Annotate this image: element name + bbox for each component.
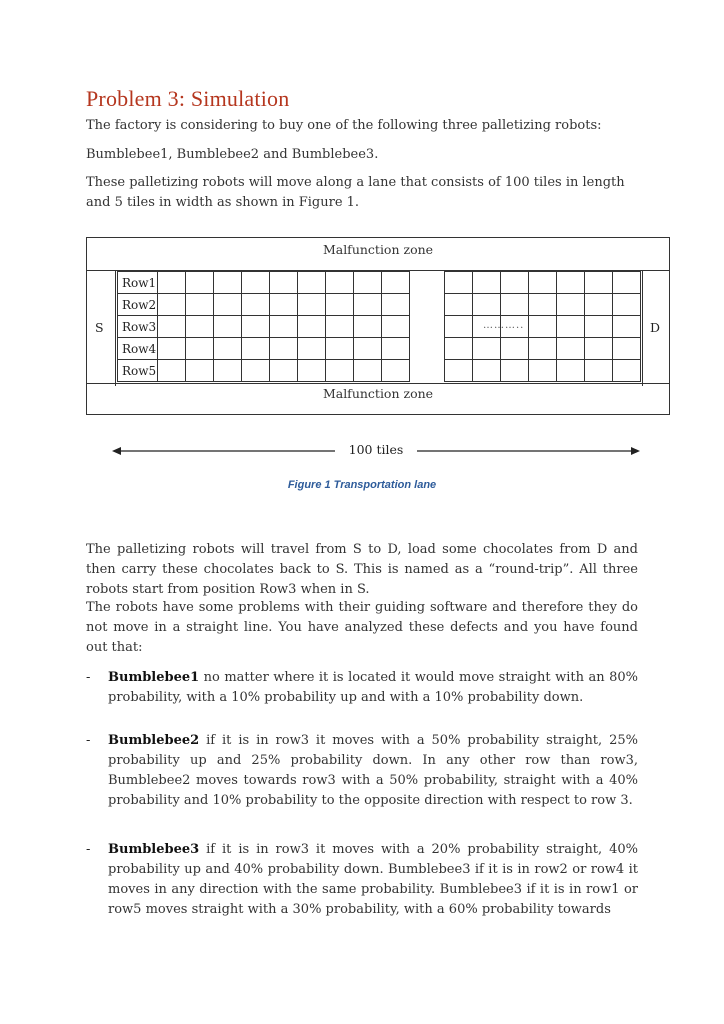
problem-title: Problem 3: Simulation [86,86,290,111]
end-divider [642,270,643,386]
lane-grid-right [444,271,641,382]
malfunction-zone-bottom: Malfunction zone [87,383,669,414]
bullet-text: no matter where it is located it would move straight with an 80% probability, with a 10% probability up and with a 10% probability down. [108,670,638,705]
lane-grid-left [117,271,410,382]
lane-ellipsis: ……….. [483,320,525,331]
document-page: Problem 3: Simulation The factory is considering to buy one of the following three palletizing robots: Bumblebee1, Bumblebee2 and Bumblebee3. These palletizing robots will move along a lane that consists of 100 tiles in length and 5 tiles in width as shown in Figure 1. Malfunction zone Malfunction zone S D Row1 Row2 Row3 Row4 Row5 ……….. 100 tiles Figure 1 Transportation lane The palletizing robots will travel from S to D, load some chocolates from D and then carry these chocolates back to S. This is named as a “round-trip”. All three robots start from position Row3 when in S. The robots have some problems with their guiding software and therefore they do not move in a straight line. You have analyzed these defects and you have found out that: - Bumblebee1 no matter where it is located it would move straight with an 80% probability, with a 10% probability up and with a 10% probability down. - Bumblebee2 if it is in row3 it moves with a 50% probability straight, 25% probability up and 25% probability down. In any other row than row3, Bumblebee2 moves towards row3 with a 50% probability, straight with a 40% probability and 10% probability to the opposite direction with respect to row 3. - Bumblebee3 if it is in row3 it moves with a 20% probability straight, 40% probability up and 40% probability down. Bumblebee3 if it is in row2 or row4 it moves in any direction with the same probability. Bumblebee3 if it is in row1 or row5 moves straight with a 30% probability, with a 60% probability towards [0,0,724,1024]
row-label: Row1 [118,272,158,294]
paragraph-defects: The robots have some problems with their guiding software and therefore they do not move in a straight line. You have analyzed these defects and you have found out that: [86,600,638,655]
grid-row [118,294,410,316]
intro-line-2: Bumblebee1, Bumblebee2 and Bumblebee3. [86,147,379,162]
paragraph-round-trip: The palletizing robots will travel from S to D, load some chocolates from D and then carry these chocolates back to S. This is named as a “round-trip”. All three robots start from position Row3 when in S. [86,542,638,597]
length-arrow [112,442,640,460]
robot-name: Bumblebee1 [108,670,200,685]
grid-row [118,338,410,360]
grid-row [118,272,410,294]
bullet-text: if it is in row3 it moves with a 50% probability straight, 25% probability up and 25% probability down. In any other row than row3, Bumblebee2 moves towards row3 with a 50% probability, straight with a 40% probability and 10% probability to the opposite direction with respect to row 3. [108,733,638,808]
start-label: S [95,320,104,335]
row-label: Row5 [118,360,158,382]
start-divider [115,270,116,386]
row-label: Row2 [118,294,158,316]
length-label: 100 tiles [335,442,418,457]
row-label: Row3 [118,316,158,338]
row-label: Row4 [118,338,158,360]
end-label: D [650,320,661,335]
malfunction-zone-top: Malfunction zone [87,238,669,271]
grid-row [118,316,410,338]
figure-caption: Figure 1 Transportation lane [287,479,437,491]
grid-row [118,360,410,382]
robot-name: Bumblebee3 [108,842,200,857]
transportation-lane-figure [86,237,670,415]
robot-name: Bumblebee2 [108,733,200,748]
intro-line-3: These palletizing robots will move along a lane that consists of 100 tiles in length and 5 tiles in width as shown in Figure 1. [86,175,625,210]
intro-line-1: The factory is considering to buy one of the following three palletizing robots: [86,118,602,133]
bullet-text: if it is in row3 it moves with a 20% probability straight, 40% probability up and 40% probability down. Bumblebee3 if it is in row2 or row4 it moves in any direction with the same probability. Bumblebee3 if it is in row1 or row5 moves straight with a 30% probability, with a 60% probability towards [108,842,638,917]
